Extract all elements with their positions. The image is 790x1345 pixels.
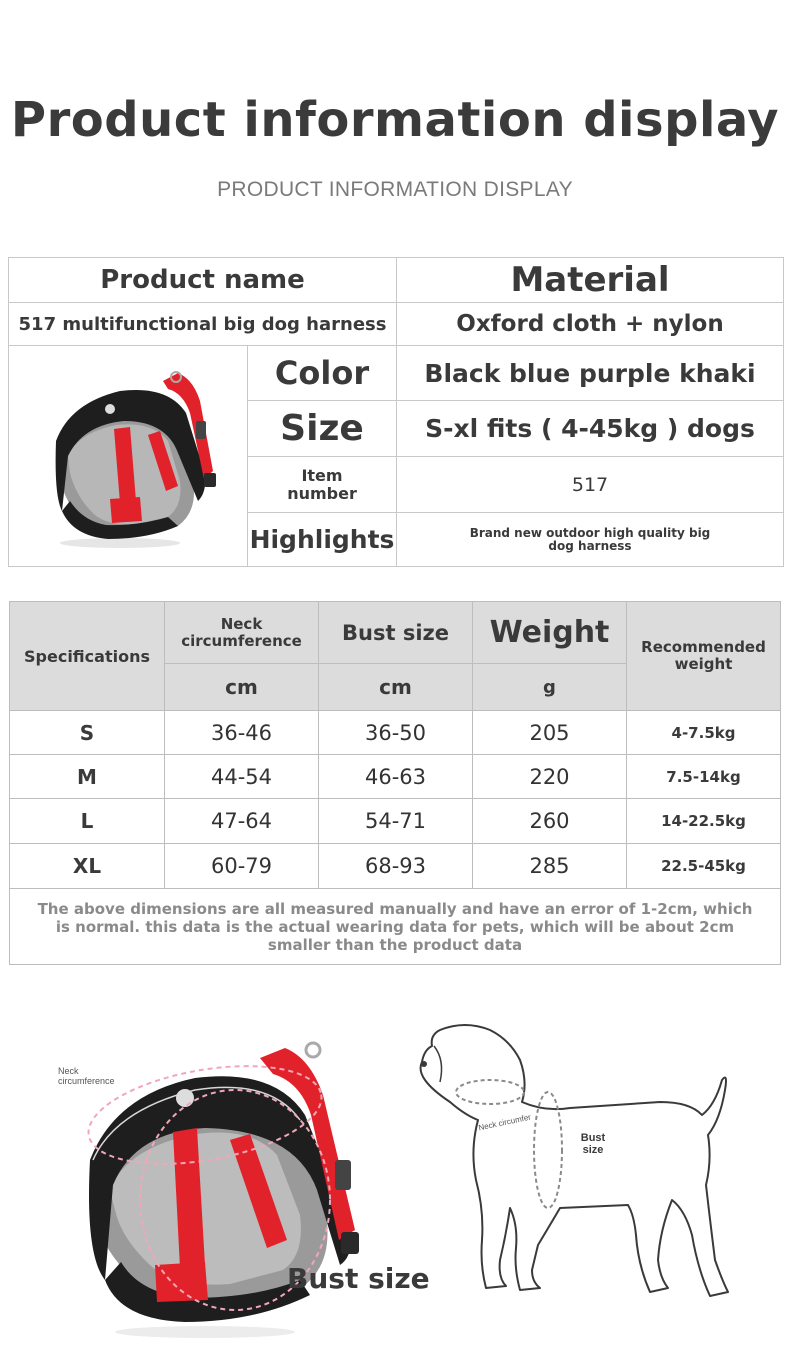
- table-row-bust: 36-50: [318, 710, 473, 755]
- table-row-recommended: 7.5-14kg: [626, 754, 781, 799]
- table-row-weight: 260: [472, 798, 627, 844]
- table-row-size: M: [9, 754, 165, 799]
- dog-bust-label: Bust size: [580, 1132, 606, 1156]
- table-row-recommended: 14-22.5kg: [626, 798, 781, 844]
- specifications-header: Specifications: [9, 601, 165, 711]
- harness-thumbnail: [8, 345, 248, 567]
- material-value: Oxford cloth + nylon: [396, 302, 784, 346]
- neck-header: Neck circumference: [164, 601, 319, 664]
- table-row-recommended: 4-7.5kg: [626, 710, 781, 755]
- table-row-bust: 46-63: [318, 754, 473, 799]
- table-row-neck: 44-54: [164, 754, 319, 799]
- size-value: S-xl fits ( 4-45kg ) dogs: [396, 400, 784, 457]
- table-row-recommended: 22.5-45kg: [626, 843, 781, 889]
- measurement-note: The above dimensions are all measured manually and have an error of 1-2cm, which is normal. this data is the actual wearing data for pets, which will be about 2cm smaller than the product data: [9, 888, 781, 965]
- product-name-value: 517 multifunctional big dog harness: [8, 302, 397, 346]
- harness-image: [28, 361, 228, 551]
- dog-neck-label: Neck circumfer: [477, 1112, 532, 1133]
- weight-unit: g: [472, 663, 627, 711]
- neck-unit: cm: [164, 663, 319, 711]
- bust-size-large-label: Bust size: [287, 1262, 430, 1295]
- color-value: Black blue purple khaki: [396, 345, 784, 401]
- table-row-size: S: [9, 710, 165, 755]
- item-number-value: 517: [396, 456, 784, 513]
- product-name-label: Product name: [8, 257, 397, 303]
- weight-header: Weight: [472, 601, 627, 664]
- table-row-weight: 285: [472, 843, 627, 889]
- table-row-size: XL: [9, 843, 165, 889]
- size-label: Size: [247, 400, 397, 457]
- color-label: Color: [247, 345, 397, 401]
- highlights-label: Highlights: [247, 512, 397, 567]
- bust-unit: cm: [318, 663, 473, 711]
- table-row-bust: 54-71: [318, 798, 473, 844]
- page-title: Product information display: [10, 92, 780, 148]
- harness-neck-label: Neck circumference: [58, 1066, 115, 1086]
- recommended-header: Recommended weight: [626, 601, 781, 711]
- highlights-value: Brand new outdoor high quality big dog harness: [396, 512, 784, 567]
- table-row-neck: 60-79: [164, 843, 319, 889]
- product-info-table: [8, 257, 784, 567]
- table-row-weight: 205: [472, 710, 627, 755]
- material-label: Material: [396, 257, 784, 303]
- item-number-label: Item number: [247, 456, 397, 513]
- size-spec-table: [9, 601, 781, 965]
- table-row-neck: 47-64: [164, 798, 319, 844]
- table-row-neck: 36-46: [164, 710, 319, 755]
- dog-measurement-diagram: [410, 1020, 740, 1340]
- bust-header: Bust size: [318, 601, 473, 664]
- table-row-size: L: [9, 798, 165, 844]
- page-subtitle: PRODUCT INFORMATION DISPLAY: [217, 178, 573, 201]
- table-row-bust: 68-93: [318, 843, 473, 889]
- table-row-weight: 220: [472, 754, 627, 799]
